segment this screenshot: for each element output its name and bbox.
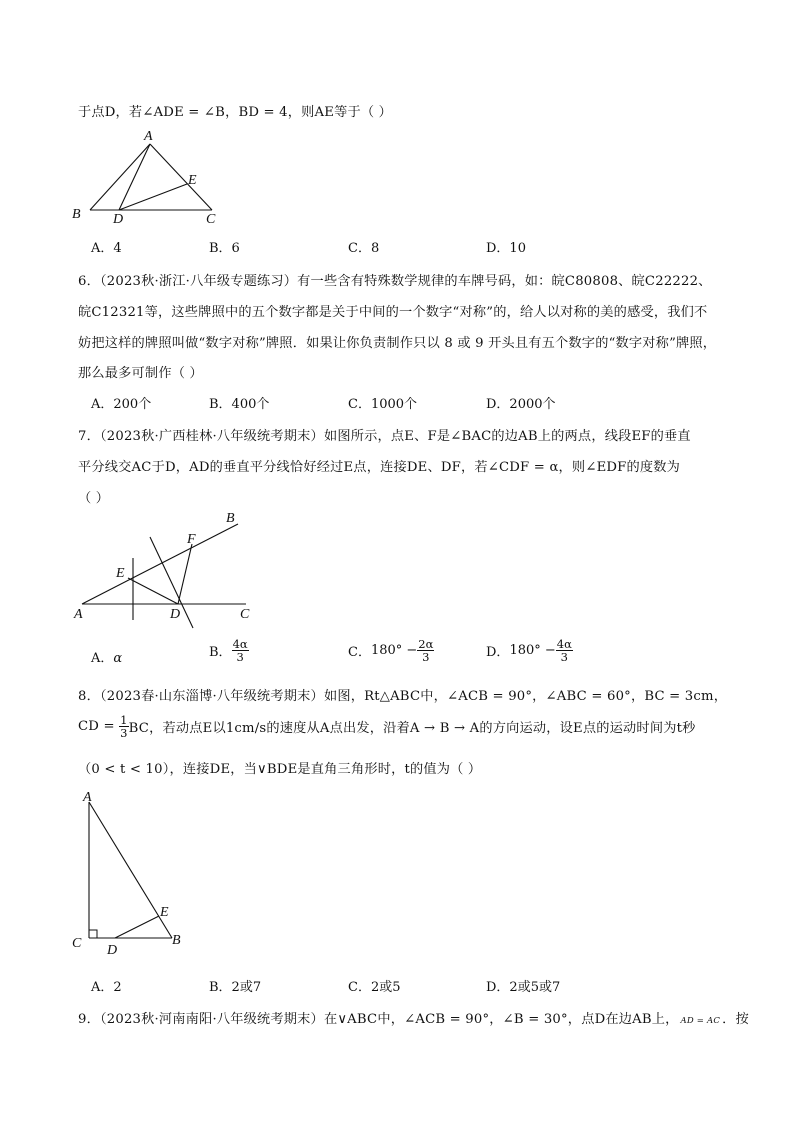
q5-option-d[interactable]: D．10	[486, 241, 526, 256]
q5-option-b[interactable]: B．6	[209, 241, 240, 256]
q6-line-4: 那么最多可制作（ ）	[78, 366, 203, 381]
q8-option-d[interactable]: D．2或5或7	[486, 980, 561, 995]
q7-option-d-fraction	[556, 638, 573, 663]
q7-segment-de	[128, 578, 178, 604]
q7-option-d-lead: 180° −	[509, 643, 556, 658]
q9-small-expr: AD = AC	[680, 1016, 721, 1026]
q7-option-b-fraction	[232, 638, 249, 663]
q8-label-d: D	[107, 943, 118, 956]
q7-option-b[interactable]	[209, 638, 249, 663]
q6-option-b[interactable]: B．400个	[209, 397, 270, 412]
q8-cd-lead: CD =	[78, 719, 115, 734]
q7-option-a-prefix: A．	[91, 651, 114, 666]
q8-label-c: C	[72, 936, 82, 951]
q5-label-c: C	[206, 212, 216, 227]
q7-option-d[interactable]	[486, 638, 573, 663]
q9-tail: ．按	[722, 1012, 749, 1027]
q7-label-b: B	[226, 511, 235, 526]
q6-line-3: 妨把这样的牌照叫做“数字对称”牌照．如果让你负责制作只以 8 或 9 开头且有五个数字的“数字对称”牌照，	[78, 336, 717, 351]
q7-line-1: 7．（2023秋·广西桂林·八年级统考期末）如图所示，点E、F是∠BAC的边AB上的两点，线段EF的垂直	[78, 429, 691, 444]
q5-triangle-figure	[60, 122, 260, 232]
q8-line-1: 8．（2023春·山东淄博·八年级统考期末）如图，Rt△ABC中，∠ACB = 90°，∠ABC = 60°，BC = 3cm，	[78, 689, 728, 704]
q6-line-1: 6．（2023秋·浙江·八年级专题练习）有一些含有特殊数学规律的车牌号码，如：皖C80808、皖C22222、	[78, 274, 712, 289]
q7-line-3: （ ）	[78, 491, 110, 506]
q7-option-a-value: α	[113, 651, 123, 666]
q7-option-d-prefix: D．	[486, 645, 510, 660]
q7-option-a[interactable]	[91, 647, 122, 666]
q8-line-2-rest: BC，若动点E以1cm/s的速度从A点出发，沿着A → B → A的方向运动，设E点的运动时间为t秒	[128, 721, 696, 736]
q7-line-2: 平分线交AC于D，AD的垂直平分线恰好经过E点，连接DE、DF，若∠CDF = α，则∠EDF的度数为	[78, 460, 681, 475]
q5-option-a[interactable]: A．4	[91, 241, 122, 256]
q8-right-triangle-figure	[66, 786, 206, 956]
q5-segment-ab	[90, 144, 150, 210]
q8-label-a: A	[83, 790, 92, 805]
q8-option-a[interactable]: A．2	[91, 980, 122, 995]
q5-label-a: A	[144, 129, 153, 144]
q5-option-c[interactable]: C．8	[348, 241, 380, 256]
q8-right-angle-mark	[89, 930, 97, 938]
q7-label-a: A	[74, 607, 83, 622]
q8-line-2	[78, 714, 695, 739]
q8-cd-denominator: 3	[120, 726, 128, 740]
q7-label-f: F	[187, 532, 196, 547]
q7-option-c-numerator: 2α	[418, 637, 434, 651]
q7-option-c-lead: 180° −	[370, 643, 418, 658]
q6-option-a[interactable]: A．200个	[91, 397, 152, 412]
q8-option-c[interactable]: C．2或5	[348, 980, 401, 995]
q7-option-c[interactable]	[348, 638, 434, 663]
q5-label-d: D	[113, 212, 124, 227]
q7-option-b-numerator: 4α	[232, 637, 248, 651]
q7-option-c-prefix: C．	[348, 645, 371, 660]
q6-line-2: 皖C12321等，这些牌照中的五个数字都是关于中间的一个数字“对称”的，给人以对称的美的感受，我们不	[78, 305, 708, 320]
q9-line-1	[78, 1008, 749, 1027]
q7-ray-ab	[82, 524, 238, 604]
q7-segment-df	[178, 544, 192, 604]
q7-option-d-denominator: 3	[560, 650, 568, 664]
q7-option-b-prefix: B．	[209, 645, 232, 660]
q7-option-c-denominator: 3	[422, 650, 430, 664]
q7-option-d-numerator: 4α	[556, 637, 572, 651]
q7-angle-figure	[68, 508, 268, 633]
q8-label-b: B	[172, 933, 181, 948]
q7-label-c: C	[240, 607, 250, 622]
q5-label-e: E	[188, 173, 197, 188]
q7-option-b-denominator: 3	[236, 650, 244, 664]
q7-label-e: E	[116, 566, 125, 581]
q8-cd-fraction	[119, 714, 129, 739]
q5-segment-ac	[150, 144, 212, 210]
q8-label-e: E	[160, 905, 169, 920]
q9-line-1-text: 9．（2023秋·河南南阳·八年级统考期末）在∨ABC中，∠ACB = 90°，∠B = 30°，点D在边AB上，	[78, 1012, 679, 1027]
q5-stem: 于点D，若∠ADE = ∠B，BD = 4，则AE等于（ ）	[78, 105, 393, 120]
q6-option-d[interactable]: D．2000个	[486, 397, 556, 412]
q6-option-c[interactable]: C．1000个	[348, 397, 418, 412]
q7-option-c-fraction	[417, 638, 434, 663]
q8-line-3: （0 < t < 10），连接DE，当∨BDE是直角三角形时，t的值为（ ）	[78, 762, 482, 777]
q8-segment-de	[115, 916, 159, 938]
q5-label-b: B	[72, 207, 81, 222]
q7-label-d: D	[170, 607, 181, 622]
q8-cd-numerator: 1	[120, 713, 128, 727]
q8-option-b[interactable]: B．2或7	[209, 980, 262, 995]
